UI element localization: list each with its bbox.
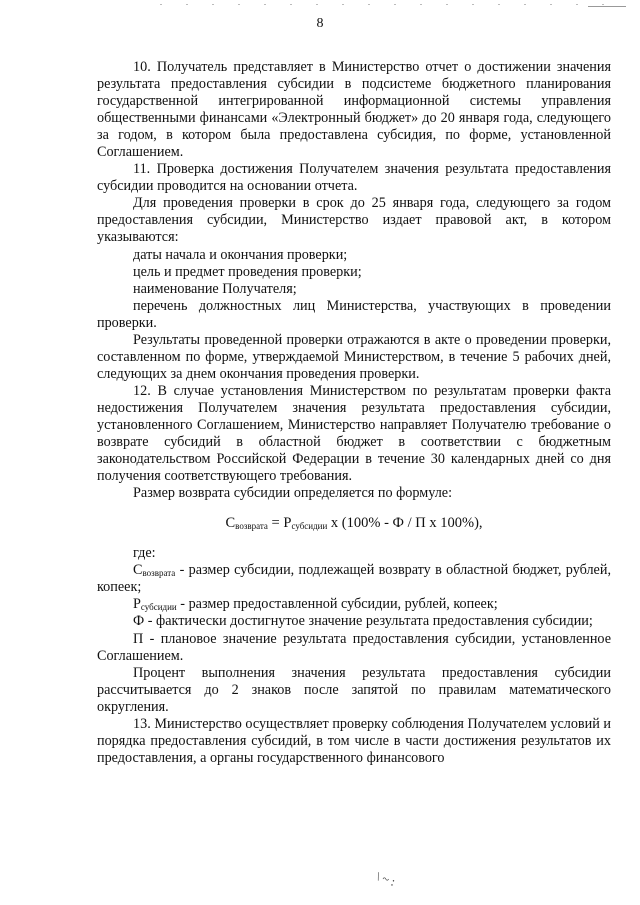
paragraph-12-percent: Процент выполнения значения результата предоставления субсидии рассчитывается до 2 знаков после запятой по правилам математического округления.: [97, 664, 611, 715]
list-item-dates: даты начала и окончания проверки;: [133, 246, 348, 263]
paragraph-11-inspection: Для проведения проверки в срок до 25 января года, следующего за годом предоставления субсидии, Министерство издает правовой акт, в котором указываются:: [97, 195, 611, 246]
definition-f-actual: Ф - фактически достигнутое значение результата предоставления субсидии;: [133, 613, 593, 630]
paragraph-10: 10. Получатель представляет в Министерство отчет о достижении значения результата предоставления субсидии в подсистеме бюджетного планирования государственной интегрированной информационной системы управления общественными финансами «Электронный бюджет» до 20 января года, следующего за годом, в котором была предоставлена субсидия, по форме, установленной Соглашением.: [97, 59, 611, 161]
paragraph-11: 11. Проверка достижения Получателем значения результата предоставления субсидии проводится на основании отчета.: [97, 161, 611, 195]
list-item-recipient: наименование Получателя;: [133, 280, 297, 297]
formula-c-sub: возврата: [235, 521, 268, 532]
where-label: где:: [133, 545, 156, 562]
scan-artifact-top: [160, 4, 620, 5]
paragraph-12-formula-intro: Размер возврата субсидии определяется по формуле:: [133, 485, 453, 502]
paragraph-13: 13. Министерство осуществляет проверку соблюдения Получателем условий и порядка предоставления субсидий, в том числе в части достижения результатов их предоставления, а органы государственного финансового: [97, 715, 611, 766]
definition-p-subsidy: [97, 596, 611, 613]
formula-equals: =: [267, 515, 284, 532]
paragraph-12: 12. В случае установления Министерством по результатам проверки факта недостижения Получателем значения результата предоставления субсидии, установленного Соглашением, Министерство направляет Получателю требование о возврате субсидий в областной бюджет в соответствии с бюджетным законодательством Российской Федерации в течение 30 календарных дней со дня получения соответствующего требования.: [97, 382, 611, 485]
formula-rest: х (100% - Ф / П х 100%),: [327, 515, 483, 532]
def-c-letter: С: [133, 562, 143, 579]
list-item-purpose: цель и предмет проведения проверки;: [133, 263, 362, 280]
document-body: [97, 59, 611, 767]
page-number: 8: [316, 16, 324, 31]
definition-c-return: [97, 562, 611, 596]
formula-p-sub: субсидии: [291, 521, 328, 532]
def-p-sub: субсидии: [140, 602, 177, 613]
def-p-letter: Р: [133, 596, 141, 613]
list-item-officials: перечень должностных лиц Министерства, участвующих в проведении проверки.: [97, 297, 611, 331]
formula-c-letter: С: [225, 515, 236, 532]
paragraph-11-results: Результаты проведенной проверки отражаются в акте о проведении проверки, составленном по форме, утверждаемой Министерством, в течение 5 рабочих дней, следующих за днем окончания проведения проверки.: [97, 331, 611, 382]
formula: [97, 515, 611, 532]
scan-artifact-corner: [588, 6, 626, 7]
scan-artifact-bottom: \ ~ :: [374, 869, 398, 889]
formula-p-letter: Р: [283, 515, 292, 532]
def-p-text: - размер предоставленной субсидии, рублей, копеек;: [176, 596, 498, 613]
def-c-text: - размер субсидии, подлежащей возврату в областной бюджет, рублей, копеек;: [97, 562, 611, 596]
definition-p-plan: П - плановое значение результата предоставления субсидии, установленное Соглашением.: [97, 630, 611, 664]
def-c-sub: возврата: [142, 568, 176, 579]
